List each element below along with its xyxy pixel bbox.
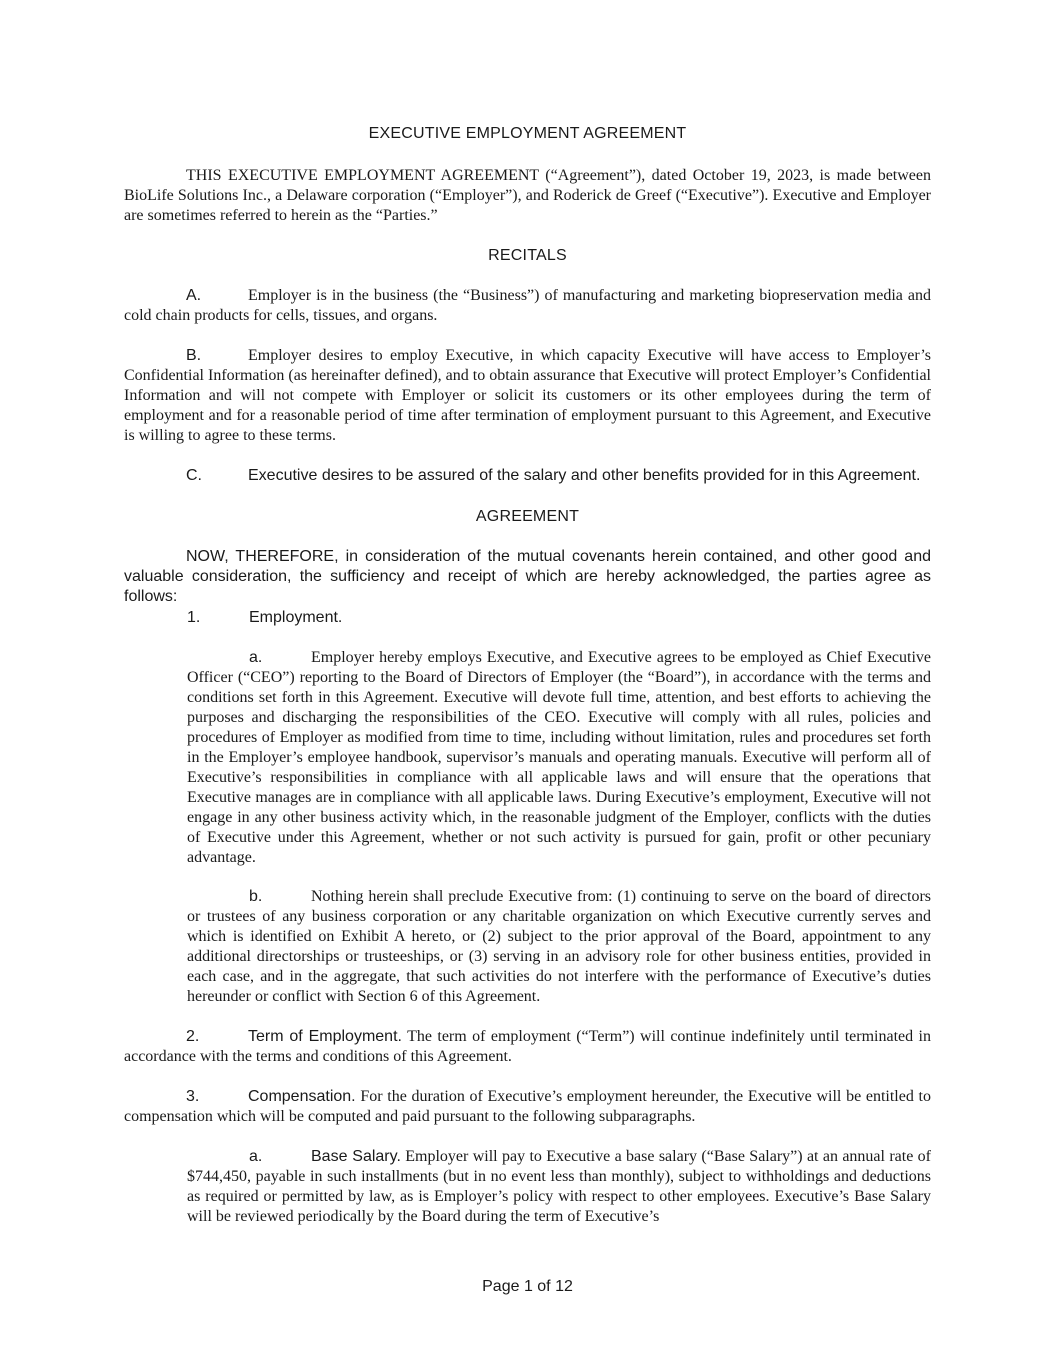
recital-b-marker: B.	[186, 347, 202, 364]
intro-paragraph: THIS EXECUTIVE EMPLOYMENT AGREEMENT (“Agreement”), dated October 19, 2023, is made between BioLife Solutions Inc., a Delaware corporation (“Employer”), and Roderick de Greef (“Executive”). Executive and Employer are sometimes referred to herein as the “Parties.”	[124, 167, 931, 224]
section-3a-marker: a.	[249, 1148, 263, 1165]
agreement-heading: AGREEMENT	[475, 508, 580, 525]
recital-c	[124, 466, 931, 486]
section-1-title: Employment.	[249, 609, 343, 626]
section-1b-text: Nothing herein shall preclude Executive from: (1) continuing to serve on the board of directors or trustees of any business corporation or any charitable organization on which Executive currently serves and which is identified on Exhibit A hereto, or (2) subject to the prior approval of the Board, appointment to any additional directorships or trusteeships, or (3) serving in an advisory role for other business entities, provided in each case, and in the aggregate, that such activities do not interfere with the performance of Executive’s duties hereunder or conflict with Section 6 of this Agreement.	[187, 888, 931, 1005]
section-1-number: 1.	[187, 609, 201, 626]
section-1b-marker: b.	[249, 888, 263, 905]
recitals-heading: RECITALS	[488, 247, 567, 264]
recital-c-text: Executive desires to be assured of the salary and other benefits provided for in this Agreement.	[248, 467, 921, 484]
section-3-number: 3.	[186, 1088, 200, 1105]
recital-a-text: Employer is in the business (the “Business”) of manufacturing and marketing biopreservation media and cold chain products for cells, tissues, and organs.	[124, 287, 931, 324]
section-1a-marker: a.	[249, 649, 263, 666]
document-title: EXECUTIVE EMPLOYMENT AGREEMENT	[368, 125, 687, 142]
section-1a-text: Employer hereby employs Executive, and Executive agrees to be employed as Chief Executive Officer (“CEO”) reporting to the Board of Directors of Employer (the “Board”), in accordance with the terms and conditions set forth in this Agreement. Executive will devote full time, attention, and best efforts to achieving the purposes and discharging the responsibilities of the CEO. Executive will comply with all rules, policies and procedures of Employer as modified from time to time, including without limitation, rules and procedures set forth in the Employer’s employee handbook, supervisor’s manuals and operating manuals. Executive will perform all of Executive’s responsibilities in compliance with all applicable laws and will ensure that the operations that Executive manages are in compliance with all applicable laws. During Executive’s employment, Executive will not engage in any other business activity which, in the reasonable judgment of the Employer, conflicts with the duties of Executive under this Agreement, whether or not such activity is pursued for gain, profit or other pecuniary advantage.	[187, 649, 931, 866]
page-number: Page 1 of 12	[482, 1278, 573, 1295]
recital-a	[124, 286, 931, 326]
section-2	[124, 1027, 931, 1067]
section-1a	[187, 648, 931, 868]
agreement-preamble: NOW, THEREFORE, in consideration of the mutual covenants herein contained, and other good and valuable consideration, the sufficiency and receipt of which are hereby acknowledged, the parties agree as follows:	[124, 548, 931, 605]
section-3a-title: Base Salary.	[311, 1148, 401, 1165]
recital-c-marker: C.	[186, 467, 202, 484]
section-3a	[187, 1147, 931, 1227]
section-2-title: Term of Employment.	[248, 1028, 402, 1045]
section-3a-text: Employer will pay to Executive a base salary (“Base Salary”) at an annual rate of $744,450, payable in such installments (but in no event less than monthly), subject to withholdings and deductions as required or permitted by law, as is Employer’s policy with respect to other employees. Executive’s Base Salary will be reviewed periodically by the Board during the term of Executive’s	[187, 1148, 932, 1225]
section-1b	[187, 887, 931, 1007]
recital-b	[124, 346, 931, 446]
section-3-title: Compensation.	[248, 1088, 356, 1105]
section-3-text: For the duration of Executive’s employment hereunder, the Executive will be entitled to compensation which will be computed and paid pursuant to the following subparagraphs.	[124, 1088, 931, 1125]
section-2-text: The term of employment (“Term”) will continue indefinitely until terminated in accordance with the terms and conditions of this Agreement.	[124, 1028, 931, 1065]
section-1-heading	[187, 608, 342, 628]
section-3	[124, 1087, 931, 1127]
recital-b-text: Employer desires to employ Executive, in which capacity Executive will have access to Employer’s Confidential Information (as hereinafter defined), and to obtain assurance that Executive will protect Employer’s Confidential Information and will not compete with Employer or solicit its customers or its other employees during the term of employment and for a reasonable period of time after termination of employment pursuant to this Agreement, and Executive is willing to agree to these terms.	[124, 347, 931, 444]
section-2-number: 2.	[186, 1028, 200, 1045]
recital-a-marker: A.	[186, 287, 202, 304]
